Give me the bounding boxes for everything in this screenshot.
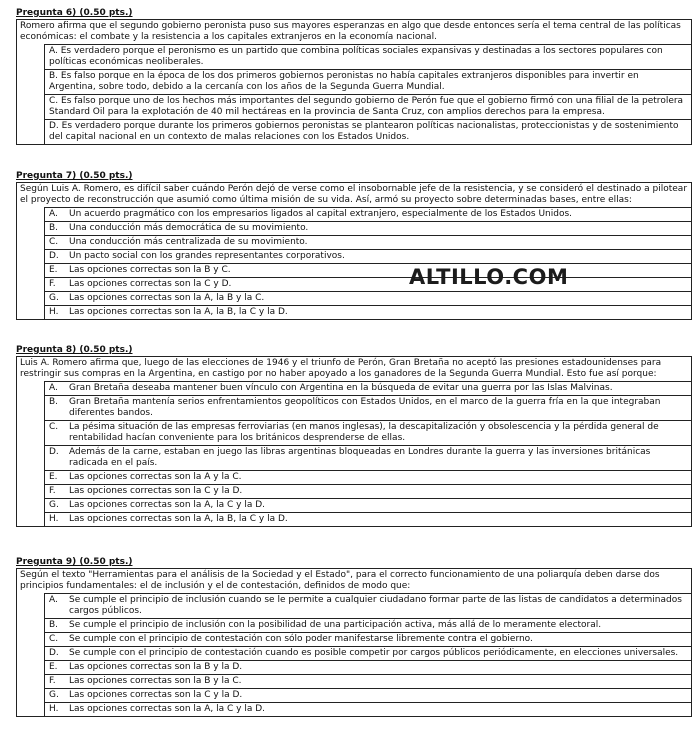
option-letter: A. <box>44 594 69 618</box>
question-9-title: Pregunta 9) (0.50 pts.) <box>16 557 133 567</box>
question-6 <box>16 8 692 145</box>
option-text: Las opciones correctas son la A, la B, la C y la D. <box>69 514 288 524</box>
watermark: ALTILLO.COM <box>409 265 569 289</box>
option-text: Las opciones correctas son la A, la B y la C. <box>69 293 265 303</box>
question-8-title: Pregunta 8) (0.50 pts.) <box>16 345 133 355</box>
question-8-option-c[interactable] <box>44 420 691 445</box>
option-text: Un acuerdo pragmático con los empresarios ligados al capital extranjero, especialmente de los Estados Unidos. <box>69 209 573 219</box>
option-letter: G. <box>44 499 69 512</box>
option-text: Las opciones correctas son la A, la C y la D. <box>69 704 266 714</box>
question-6-option-b[interactable] <box>44 69 691 94</box>
question-8-option-e[interactable] <box>44 470 691 484</box>
question-8-option-a[interactable] <box>44 381 691 395</box>
question-8-option-f[interactable] <box>44 484 691 498</box>
option-text: Las opciones correctas son la C y D. <box>69 279 232 289</box>
option-text: Las opciones correctas son la A y la C. <box>69 472 242 482</box>
option-text: Las opciones correctas son la B y la C. <box>69 676 242 686</box>
option-text: Se cumple con el principio de contestación cuando es posible competir por cargos públicos periódicamente, en elecciones universales. <box>69 648 679 658</box>
option-text: B. Es falso porque en la época de los dos primeros gobiernos peronistas no había capitales extranjeros disponibles para invertir en Argentina, sobre todo, debido a la cercanía con los años de la Segunda Guerra Mundial. <box>44 70 691 94</box>
option-text: Las opciones correctas son la A, la C y la D. <box>69 500 266 510</box>
question-8-option-g[interactable] <box>44 498 691 512</box>
option-letter: E. <box>44 264 69 277</box>
option-letter: F. <box>44 485 69 498</box>
option-text: Una conducción más democrática de su movimiento. <box>69 223 309 233</box>
option-letter: B. <box>44 222 69 235</box>
option-letter: D. <box>44 250 69 263</box>
option-letter: C. <box>44 421 69 445</box>
question-9-option-h[interactable] <box>44 702 691 716</box>
option-text: Se cumple el principio de inclusión cuando se le permite a cualquier ciudadano formar parte de las listas de candidatos a determinados cargos públicos. <box>69 595 682 616</box>
question-9-option-b[interactable] <box>44 618 691 632</box>
option-letter: E. <box>44 661 69 674</box>
question-9-option-g[interactable] <box>44 688 691 702</box>
option-text: Las opciones correctas son la C y la D. <box>69 486 243 496</box>
question-7-box <box>16 182 692 320</box>
question-7-option-c[interactable] <box>44 235 691 249</box>
option-letter: G. <box>44 689 69 702</box>
question-9-option-f[interactable] <box>44 674 691 688</box>
option-text: Las opciones correctas son la B y C. <box>69 265 231 275</box>
question-7-stem: Según Luis A. Romero, es difícil saber cuándo Perón dejó de verse como el insobornable jefe de la resistencia, y se consideró el destinado a pilotear el proyecto de reconstrucción que asumió como última misión de su vida. Así, armó su proyecto sobre determinadas bases, entre ellas: <box>20 184 688 205</box>
option-letter: B. <box>44 619 69 632</box>
option-text: Se cumple con el principio de contestación con sólo poder manifestarse libremente contra el gobierno. <box>69 634 533 644</box>
option-letter: H. <box>44 306 69 319</box>
option-letter: D. <box>44 647 69 660</box>
question-9-box <box>16 568 692 717</box>
question-8-option-h[interactable] <box>44 512 691 526</box>
option-text: La pésima situación de las empresas ferroviarias (en manos inglesas), la descapitalización y obsolescencia y la pérdida general de rentabilidad hacían conveniente para los británicos desprenderse de ellas. <box>69 422 659 443</box>
option-letter: A. <box>44 382 69 395</box>
option-text: Una conducción más centralizada de su movimiento. <box>69 237 308 247</box>
question-9-stem: Según el texto "Herramientas para el análisis de la Sociedad y el Estado", para el correcto funcionamiento de una poliarquía deben darse dos principios fundamentales: el de inclusión y el de contestación, definidos de modo que: <box>20 570 660 591</box>
question-8-option-b[interactable] <box>44 395 691 420</box>
question-6-option-a[interactable] <box>44 44 691 69</box>
question-7-option-e[interactable] <box>44 263 691 277</box>
option-letter: F. <box>44 675 69 688</box>
option-text: Las opciones correctas son la C y la D. <box>69 690 243 700</box>
option-text: Un pacto social con los grandes representantes corporativos. <box>69 251 345 261</box>
option-text: Las opciones correctas son la B y la D. <box>69 662 243 672</box>
option-text: Las opciones correctas son la A, la B, la C y la D. <box>69 307 288 317</box>
option-text: Gran Bretaña mantenía serios enfrentamientos geopolíticos con Estados Unidos, en el marco de la guerra fría en la que integraban diferentes bandos. <box>69 397 661 418</box>
question-8-box <box>16 356 692 527</box>
question-7 <box>16 171 692 320</box>
option-letter: F. <box>44 278 69 291</box>
question-9-option-e[interactable] <box>44 660 691 674</box>
option-letter: C. <box>44 236 69 249</box>
option-text: D. Es verdadero porque durante los primeros gobiernos peronistas se plantearon políticas nacionalistas, proteccionistas y de sostenimiento del capital nacional en un contexto de malas relaciones con los Estados Unidos. <box>44 120 691 144</box>
option-letter: A. <box>44 208 69 221</box>
question-7-option-f[interactable] <box>44 277 691 291</box>
question-7-option-d[interactable] <box>44 249 691 263</box>
question-7-title: Pregunta 7) (0.50 pts.) <box>16 171 133 181</box>
option-letter: G. <box>44 292 69 305</box>
option-text: Gran Bretaña deseaba mantener buen vínculo con Argentina en la búsqueda de evitar una guerra por las Islas Malvinas. <box>69 383 613 393</box>
question-7-option-a[interactable] <box>44 207 691 221</box>
question-7-option-b[interactable] <box>44 221 691 235</box>
option-letter: E. <box>44 471 69 484</box>
question-7-option-h[interactable] <box>44 305 691 319</box>
question-6-title: Pregunta 6) (0.50 pts.) <box>16 8 133 18</box>
question-9-option-d[interactable] <box>44 646 691 660</box>
option-text: C. Es falso porque uno de los hechos más importantes del segundo gobierno de Perón fue que el gobierno firmó con una filial de la petrolera Standard Oil para la explotación de 40 mil hectáreas en la provincia de Santa Cruz, con amplios derechos para la empresa. <box>44 95 691 119</box>
option-text: Además de la carne, estaban en juego las libras argentinas bloqueadas en Londres durante la guerra y las inversiones británicas radicada en el país. <box>69 447 651 468</box>
question-9-option-a[interactable] <box>44 593 691 618</box>
question-9-option-c[interactable] <box>44 632 691 646</box>
question-6-box <box>16 19 692 145</box>
option-letter: H. <box>44 513 69 526</box>
question-6-option-c[interactable] <box>44 94 691 119</box>
question-8-option-d[interactable] <box>44 445 691 470</box>
question-6-option-d[interactable] <box>44 119 691 144</box>
option-text: A. Es verdadero porque el peronismo es un partido que combina políticas sociales expansivas y destinadas a los sectores populares con políticas económicas neoliberales. <box>44 45 691 69</box>
option-letter: H. <box>44 703 69 716</box>
option-letter: C. <box>44 633 69 646</box>
question-7-option-g[interactable] <box>44 291 691 305</box>
question-9 <box>16 557 692 717</box>
question-8 <box>16 345 692 527</box>
option-text: Se cumple el principio de inclusión con la posibilidad de una participación activa, más allá de lo meramente electoral. <box>69 620 602 630</box>
question-8-stem: Luis A. Romero afirma que, luego de las elecciones de 1946 y el triunfo de Perón, Gran Bretaña no aceptó las presiones estadounidenses para restringir sus compras en la Argentina, en castigo por no haber apoyado a los ganadores de la Segunda Guerra Mundial. Esto fue así porque: <box>20 358 662 379</box>
option-letter: B. <box>44 396 69 420</box>
question-6-stem: Romero afirma que el segundo gobierno peronista puso sus mayores esperanzas en algo que desde entonces sería el tema central de las políticas económicas: el combate y la resistencia a los capitales extranjeros en la economía nacional. <box>20 21 681 42</box>
option-letter: D. <box>44 446 69 470</box>
